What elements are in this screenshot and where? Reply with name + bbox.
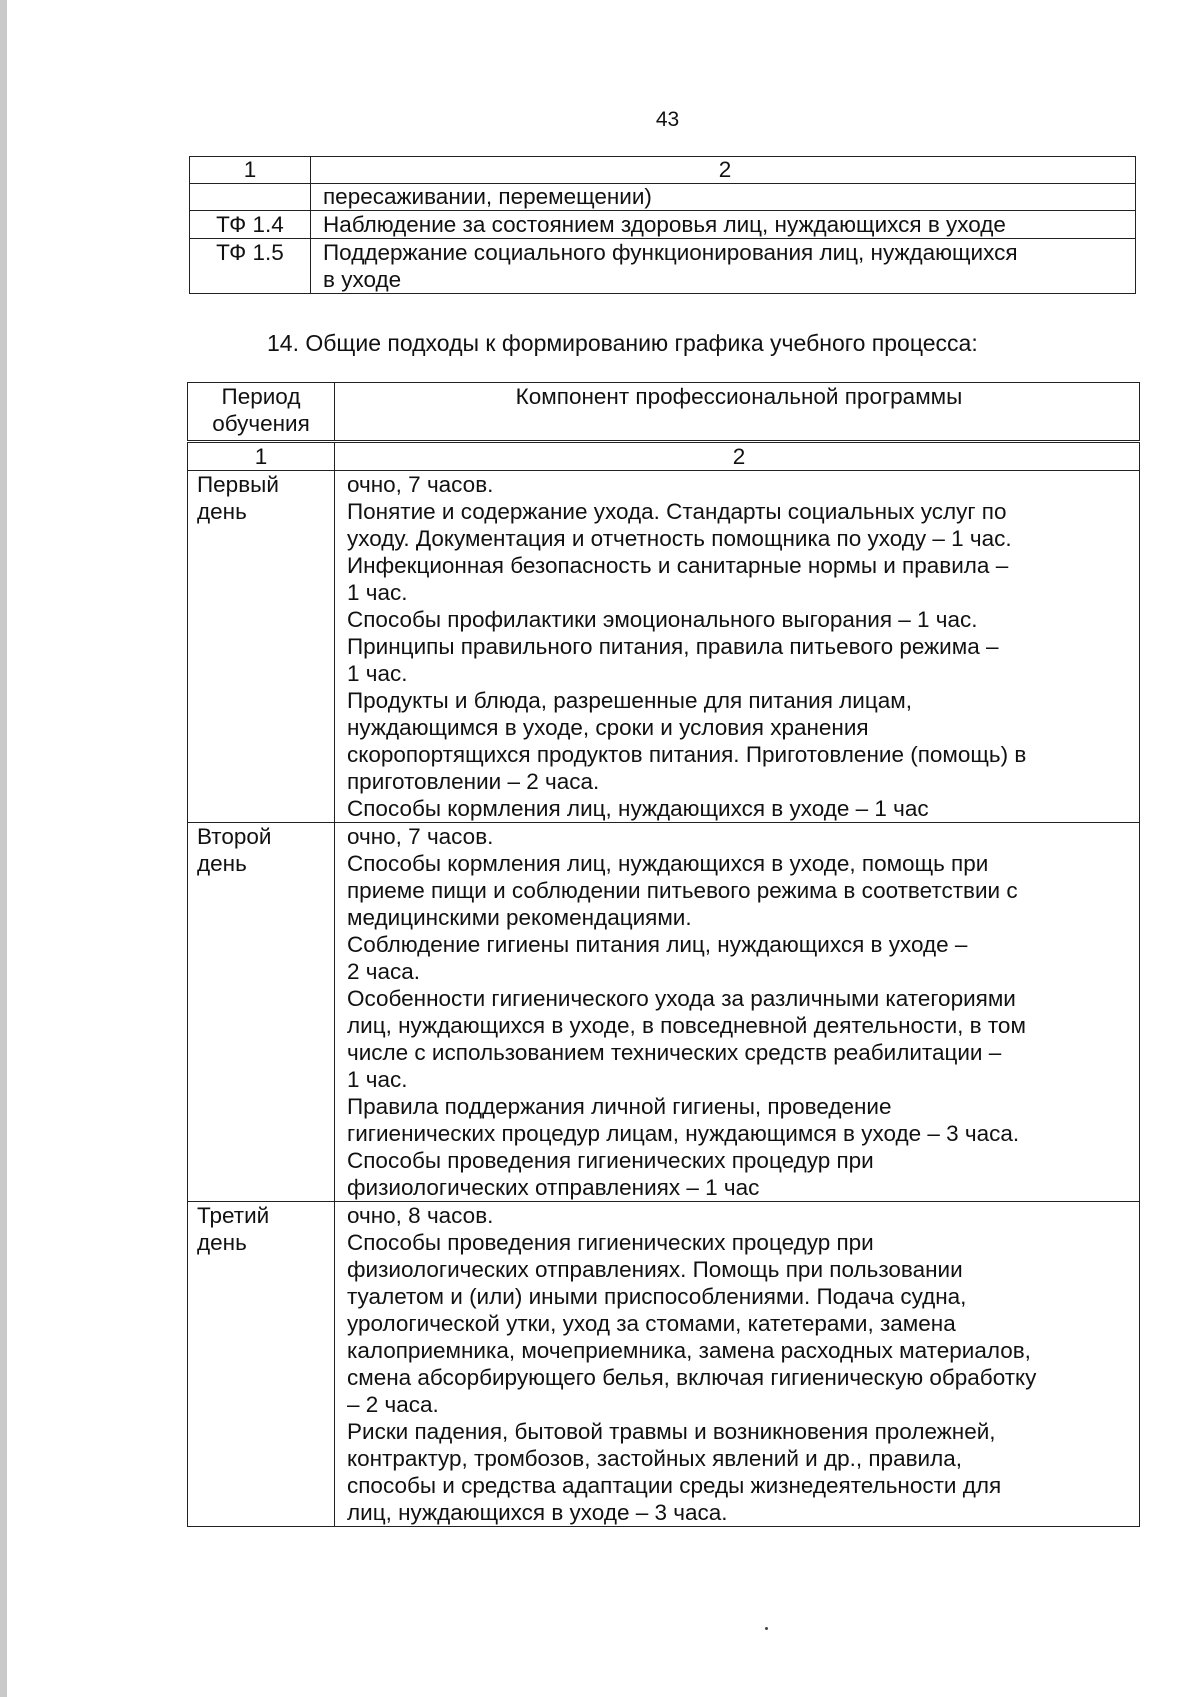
content-cell	[335, 471, 1140, 823]
content-line: гигиенических процедур лицам, нуждающимся в уходе – 3 часа.	[347, 1121, 1020, 1146]
content-line: 1 час.	[347, 580, 408, 605]
tf-description-line: пересаживании, перемещении)	[323, 184, 652, 209]
content-line: лиц, нуждающихся в уходе, в повседневной деятельности, в том	[347, 1013, 1026, 1038]
tf-table-header	[190, 157, 1136, 184]
content-line: уходу. Документация и отчетность помощника по уходу – 1 час.	[347, 526, 1012, 551]
tf-table-header-col2: 2	[311, 157, 1136, 184]
content-line: 1 час.	[347, 1067, 408, 1092]
period-cell	[188, 471, 335, 823]
content-line: Способы проведения гигиенических процедур при	[347, 1230, 874, 1255]
page-number: 43	[655, 108, 680, 131]
tf-description-line: в уходе	[323, 267, 402, 292]
header-period-line: обучения	[212, 411, 310, 436]
content-line: 2 часа.	[347, 959, 421, 984]
content-line: Правила поддержания личной гигиены, проведение	[347, 1094, 892, 1119]
content-line: Особенности гигиенического ухода за различными категориями	[347, 986, 1016, 1011]
content-line: Риски падения, бытовой травмы и возникновения пролежней,	[347, 1419, 996, 1444]
tf-description	[311, 184, 1136, 211]
content-line: Способы профилактики эмоционального выгорания – 1 час.	[347, 607, 978, 632]
period-line: Третий	[197, 1203, 270, 1228]
content-line: очно, 7 часов.	[347, 472, 494, 497]
col-number-2: 2	[335, 442, 1140, 471]
content-line: Способы кормления лиц, нуждающихся в уходе, помощь при	[347, 851, 989, 876]
content-line: скоропортящихся продуктов питания. Приготовление (помощь) в	[347, 742, 1027, 767]
period-line: Первый	[197, 472, 279, 497]
content-line: – 2 часа.	[347, 1392, 439, 1417]
period-line: день	[197, 499, 247, 524]
content-line: контрактур, тромбозов, застойных явлений и др., правила,	[347, 1446, 962, 1471]
content-line: урологической утки, уход за стомами, катетерами, замена	[347, 1311, 956, 1336]
content-line: физиологических отправлениях. Помощь при пользовании	[347, 1257, 963, 1282]
table-row	[190, 211, 1136, 239]
tf-description	[311, 211, 1136, 239]
content-cell	[335, 1202, 1140, 1527]
content-line: числе с использованием технических средств реабилитации –	[347, 1040, 1002, 1065]
period-line: день	[197, 1230, 247, 1255]
section-heading: 14. Общие подходы к формированию графика учебного процесса:	[267, 330, 978, 356]
content-line: калоприемника, мочеприемника, замена расходных материалов,	[347, 1338, 1031, 1363]
period-cell	[188, 823, 335, 1202]
tf-table-header-col1: 1	[190, 157, 311, 184]
schedule-table	[187, 382, 1140, 1527]
schedule-table-col-numbers	[188, 442, 1140, 471]
table-row	[188, 471, 1140, 823]
tf-description	[311, 239, 1136, 294]
table-row	[188, 823, 1140, 1202]
header-component: Компонент профессиональной программы	[335, 383, 1140, 442]
header-period	[188, 383, 335, 442]
tf-table	[189, 156, 1136, 294]
col-number-1: 1	[188, 442, 335, 471]
content-line: Понятие и содержание ухода. Стандарты социальных услуг по	[347, 499, 1007, 524]
content-line: очно, 8 часов.	[347, 1203, 494, 1228]
content-line: физиологических отправлениях – 1 час	[347, 1175, 760, 1200]
content-line: 1 час.	[347, 661, 408, 686]
table-row	[188, 1202, 1140, 1527]
table-row	[190, 239, 1136, 294]
content-line: нуждающимся в уходе, сроки и условия хранения	[347, 715, 869, 740]
content-line: приеме пищи и соблюдении питьевого режима в соответствии с	[347, 878, 1018, 903]
content-line: лиц, нуждающихся в уходе – 3 часа.	[347, 1500, 728, 1525]
content-line: Инфекционная безопасность и санитарные нормы и правила –	[347, 553, 1009, 578]
header-period-line: Период	[221, 384, 301, 409]
tf-code: ТФ 1.4	[190, 211, 311, 239]
content-line: Продукты и блюда, разрешенные для питания лицам,	[347, 688, 912, 713]
period-line: Второй	[197, 824, 272, 849]
content-line: Соблюдение гигиены питания лиц, нуждающихся в уходе –	[347, 932, 968, 957]
content-line: Способы проведения гигиенических процедур при	[347, 1148, 874, 1173]
content-cell	[335, 823, 1140, 1202]
content-line: очно, 7 часов.	[347, 824, 494, 849]
content-line: Принципы правильного питания, правила питьевого режима –	[347, 634, 999, 659]
content-line: туалетом и (или) иными приспособлениями. Подача судна,	[347, 1284, 967, 1309]
tf-description-line: Наблюдение за состоянием здоровья лиц, нуждающихся в уходе	[323, 212, 1006, 237]
period-cell	[188, 1202, 335, 1527]
content-line: медицинскими рекомендациями.	[347, 905, 692, 930]
content-line: Способы кормления лиц, нуждающихся в уходе – 1 час	[347, 796, 929, 821]
period-line: день	[197, 851, 247, 876]
table-row	[190, 184, 1136, 211]
tf-description-line: Поддержание социального функционирования лиц, нуждающихся	[323, 240, 1018, 265]
page-scan-edge	[0, 0, 7, 1697]
content-line: приготовлении – 2 часа.	[347, 769, 600, 794]
tf-code: ТФ 1.5	[190, 239, 311, 294]
content-line: смена абсорбирующего белья, включая гигиеническую обработку	[347, 1365, 1037, 1390]
scan-speck	[765, 1627, 768, 1630]
content-line: способы и средства адаптации среды жизнедеятельности для	[347, 1473, 1002, 1498]
schedule-table-header	[188, 383, 1140, 442]
tf-code	[190, 184, 311, 211]
